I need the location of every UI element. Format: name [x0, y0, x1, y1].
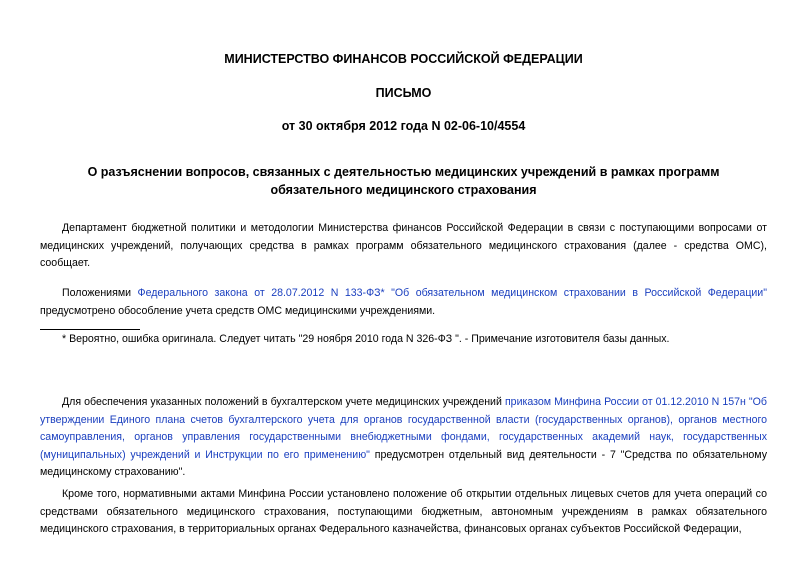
doc-type-heading: ПИСЬМО — [375, 86, 432, 100]
paragraph-3-post: предусмотрен отдельный вид деятельности - 7 "Средства по обязательному медицинскому страхованию". — [40, 448, 768, 478]
subject-line-2: обязательного медицинского страхования — [270, 183, 537, 197]
paragraph-3-pre: Для обеспечения указанных положений в бухгалтерском учете медицинских учреждений — [62, 396, 505, 408]
order-157n-link[interactable]: приказом Минфина России от 01.12.2010 N 157н "Об утверждении Единого плана счетов бухгалтерского учета для органов государственной власти (государственных органов), органов местного самоуправления, органов управления государственными внебюджетными фондами, государственных академий наук, государственных (муниципальных) учреждений и Инструкции по его применению" — [40, 396, 767, 461]
paragraph-2-post: предусмотрено обособление учета средств ОМС медицинскими учреждениями. — [40, 304, 436, 317]
paragraph-1 — [40, 220, 767, 273]
subject-line-1: О разъяснении вопросов, связанных с деятельностью медицинских учреждений в рамках программ — [87, 165, 720, 179]
footnote — [40, 331, 767, 349]
paragraph-2 — [40, 285, 767, 320]
federal-law-133-link[interactable]: Федерального закона от 28.07.2012 N 133-ФЗ* "Об обязательном медицинском страховании в Российской Федерации" — [137, 287, 767, 299]
subject-heading — [40, 163, 767, 199]
footnote-divider — [40, 329, 140, 330]
paragraph-3 — [40, 394, 767, 482]
paragraph-2-pre: Положениями — [62, 287, 138, 299]
paragraph-4 — [40, 486, 767, 539]
footnote-text: * Вероятно, ошибка оригинала. Следует читать "29 ноября 2010 года N 326-ФЗ ". - Примечание изготовителя базы данных. — [62, 333, 670, 345]
paragraph-1-text: Департамент бюджетной политики и методологии Министерства финансов Российской Федерации в связи с поступающими вопросами от медицинских учреждений, получающих средства в рамках программ обязательного медицинского страхования (далее - средства ОМС), сообщает. — [40, 222, 767, 269]
paragraph-4-text: Кроме того, нормативными актами Минфина России установлено положение об открытии отдельных лицевых счетов для учета операций со средствами обязательного медицинского страхования, поступающими бюджетным, автономным учреждениям в рамках обязательного медицинского страхования, в территориальных органах Федерального казначейства, финансовых органах субъектов Российской Федерации, — [40, 488, 767, 535]
ministry-heading: МИНИСТЕРСТВО ФИНАНСОВ РОССИЙСКОЙ ФЕДЕРАЦИИ — [224, 52, 583, 66]
date-number-heading: от 30 октября 2012 года N 02-06-10/4554 — [281, 119, 526, 133]
